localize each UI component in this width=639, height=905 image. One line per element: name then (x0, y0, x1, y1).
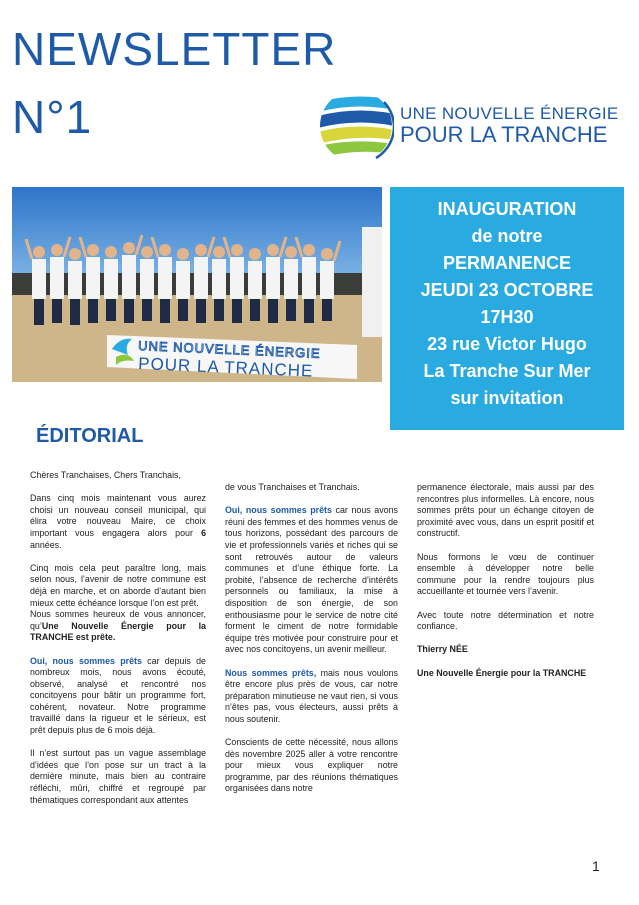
newsletter-title: NEWSLETTER (12, 23, 337, 75)
inauguration-invite (390, 187, 624, 430)
logo-emblem-icon (318, 88, 394, 164)
paragraph: Nous formons le vœu de continuer ensemble à développer notre belle commune pour la rendre toujours plus accueillante et tournée vers l’avenir. (417, 551, 594, 597)
invite-line: 23 rue Victor Hugo (427, 334, 587, 354)
logo-line-2: POUR LA TRANCHE (400, 122, 608, 147)
banner-line-1: UNE NOUVELLE ÉNERGIE (137, 338, 321, 361)
paragraph: Oui, nous sommes prêts car nous avons réuni des femmes et des hommes venus de tous horizons, possédant des parcours de vie et professionnels variés et riches qui se sont retrouvés autour de valeurs communes et d’une éthique forte. La probité, l’absence de recherche d’intérêts personnels ou familiaux, la mise à disposition de son énergie, de son enthousiasme pour le service de notre cité forment le ciment de notre formidable équipe très motivée pour construire pour et avec nos concitoyens, un avenir meilleur. (225, 505, 398, 655)
paragraph: Avec toute notre détermination et notre confiance. (417, 609, 594, 632)
paragraph: Cinq mois cela peut paraître long, mais selon nous, l’avenir de notre commune est déjà en marche, et on aborde d’autant bien mieux cette échéance lorsque l’on est prêt. (30, 562, 206, 608)
invite-line: PERMANENCE (442, 253, 571, 273)
paragraph: de vous Tranchaises et Tranchais. (225, 482, 360, 492)
paragraph: Oui, nous sommes prêts car depuis de nombreux mois, nous avons écouté, observé, analysé et rencontré nos concitoyens pour bâtir un programme fort, cohérent, novateur. Notre programme travaillé dans la rigueur et le sérieux, est prêt depuis plus de 6 mois déjà. (30, 655, 206, 736)
invite-line: sur invitation (450, 388, 564, 408)
editorial-column-2 (225, 482, 398, 795)
paragraph: permanence électorale, mais aussi par des rencontres plus informelles. Là encore, nous sommes prêts pour un échange citoyen de proximité avec vous, dans un esprit positif et constructif. (417, 482, 594, 539)
paragraph: Conscients de cette nécessité, nous allons dès novembre 2025 aller à votre rencontre pour mieux vous expliquer notre programme, par des réunions thématiques organisées dans notre (225, 737, 398, 794)
paragraph: Nous sommes heureux de vous annoncer, qu’Une Nouvelle Énergie pour la TRANCHE est prête. (30, 609, 206, 643)
banner-line-2: POUR LA TRANCHE (137, 354, 314, 381)
invite-line: 17H30 (480, 307, 534, 327)
paragraph: Dans cinq mois maintenant vous aurez choisi un nouveau conseil municipal, qui élira votre nouveau Maire, ce choix important vous engagera alors pour 6 années. (30, 493, 206, 550)
party-logo (318, 86, 624, 166)
editorial-heading: ÉDITORIAL (36, 425, 144, 447)
logo-line-1: UNE NOUVELLE ÉNERGIE (400, 104, 619, 123)
invite-line: INAUGURATION (437, 199, 577, 219)
signature: Thierry NÉE (417, 644, 468, 655)
editorial-column-3 (417, 482, 594, 691)
invite-line: La Tranche Sur Mer (423, 361, 591, 381)
invite-line: de notre (471, 226, 543, 246)
paragraph: Il n’est surtout pas un vague assemblage d’idées que l’on pose sur un tract à la dernière minute, mais bien au contraire réfléchi, mûri, chiffré et regroupé par thématiques correspondant aux attentes (30, 748, 206, 805)
invite-line: JEUDI 23 OCTOBRE (420, 280, 594, 300)
issue-number: N°1 (12, 91, 93, 143)
team-photo (12, 187, 382, 382)
greeting: Chères Tranchaises, Chers Tranchais, (30, 470, 181, 480)
editorial-column-1 (30, 470, 206, 806)
signature-organisation: Une Nouvelle Énergie pour la TRANCHE (417, 667, 587, 678)
page-number: 1 (592, 858, 600, 874)
paragraph: Nous sommes prêts, mais nous voulons être encore plus près de vous, car notre préparation minutieuse ne vaut rien, si vous n’êtes pas, vous électeurs, aussi prêts à nous soutenir. (225, 667, 398, 724)
